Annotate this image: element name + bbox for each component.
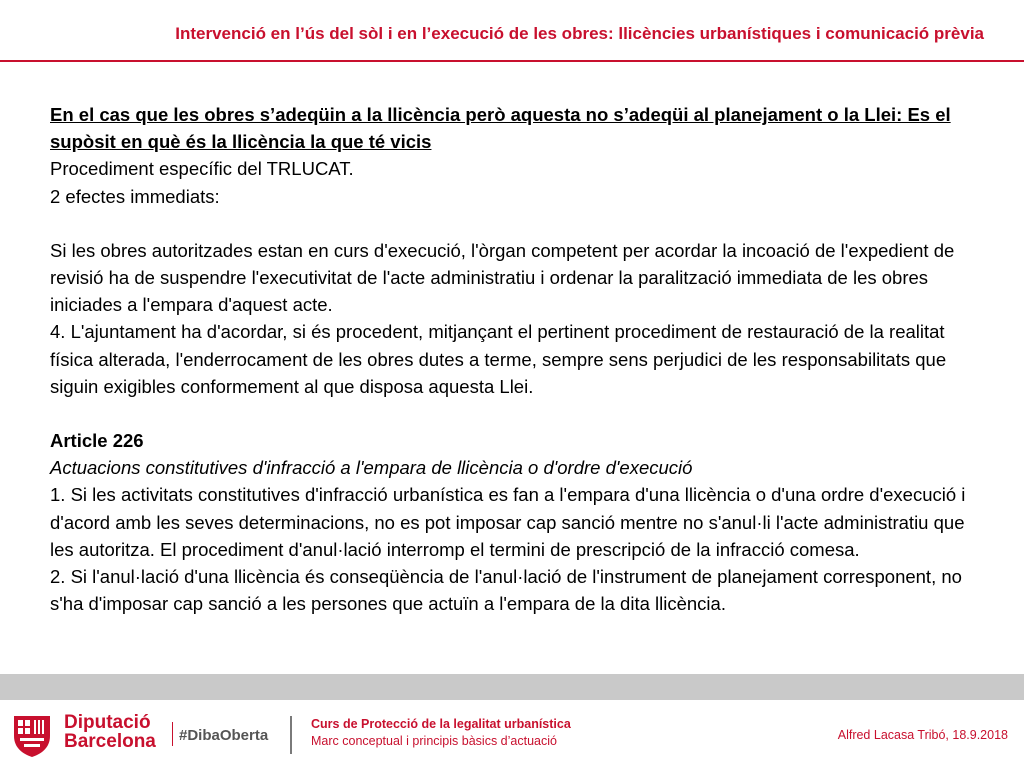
slide-body — [50, 101, 980, 617]
header-divider — [0, 60, 1024, 62]
spacer — [50, 210, 980, 237]
diputacio-shield-icon — [10, 710, 54, 758]
author-date: Alfred Lacasa Tribó, 18.9.2018 — [837, 728, 1008, 742]
course-title: Curs de Protecció de la legalitat urbanística — [311, 717, 571, 731]
logo-line-1: Diputació — [64, 712, 151, 733]
logo-line-2: Barcelona — [64, 731, 156, 752]
footer-divider — [290, 716, 292, 754]
paragraph-suspension: Si les obres autoritzades estan en curs d'execució, l'òrgan competent per acordar la incoació de l'expedient de revisió ha de suspendre l'executivitat de l'acte administratiu i ordenar la paralització immediata de les obres iniciades a l'empara d'aquest acte. — [50, 239, 955, 316]
spacer — [50, 400, 980, 427]
logo-wordmark — [64, 713, 156, 751]
effects-line: 2 efectes immediats: — [50, 185, 220, 207]
course-subtitle: Marc conceptual i principis bàsics d’actuació — [311, 734, 557, 748]
slide-header — [0, 0, 1024, 60]
lead-statement: En el cas que les obres s’adeqüin a la llicència però aquesta no s’adeqüi al planejament o la Llei: Es el supòsit en què és la llicència la que té vicis — [50, 104, 951, 153]
paragraph-demolition: 4. L'ajuntament ha d'acordar, si és procedent, mitjançant el pertinent procediment de restauració de la realitat física alterada, l'enderrocament de les obres dutes a terme, sempre sens perjudici de les responsabilitats que siguin exigibles conformement al que disposa aquesta Llei. — [50, 321, 947, 397]
course-info — [311, 716, 571, 750]
hashtag: #DibaOberta — [179, 727, 269, 744]
article-item-1: 1. Si les activitats constitutives d'infracció urbanística es fan a l'empara d'una llicència o d'una ordre d'execució i d'acord amb les seves determinacions, no es pot imposar cap sanció mentre no s'anul·li l'acte administratiu que les autoritza. El procediment d'anul·lació interromp el termini de prescripció de la infracció comesa. — [50, 484, 966, 560]
footer-band — [0, 674, 1024, 700]
article-item-2: 2. Si l'anul·lació d'una llicència és conseqüència de l'anul·lació de l'instrument de planejament corresponent, no s'ha d'imposar cap sanció a les persones que actuïn a l'empara de la dita llicència. — [50, 566, 962, 615]
procedure-line: Procediment específic del TRLUCAT. — [50, 158, 354, 180]
slide-title: Intervenció en l’ús del sòl i en l’execució de les obres: llicències urbanístiques i comunicació prèvia — [175, 24, 984, 43]
slide-footer — [0, 700, 1024, 768]
article-subtitle: Actuacions constitutives d'infracció a l'empara de llicència o d'ordre d'execució — [50, 457, 693, 479]
article-title: Article 226 — [50, 430, 144, 452]
logo-divider — [172, 722, 173, 746]
